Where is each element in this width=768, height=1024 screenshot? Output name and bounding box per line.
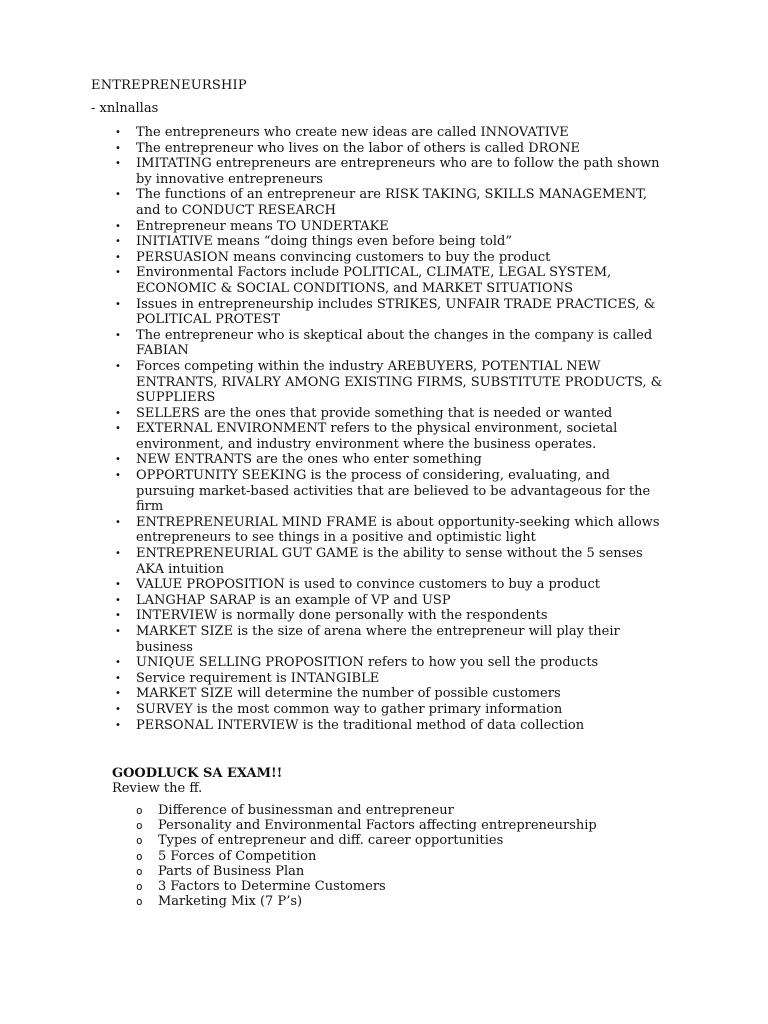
bullet-icon: • xyxy=(115,470,121,482)
bullet-icon: • xyxy=(115,298,121,310)
note-text: EXTERNAL ENVIRONMENT refers to the physical environment, societal environment, and industry environment where the business operates. xyxy=(136,421,618,452)
review-topic-text: Parts of Business Plan xyxy=(158,863,305,879)
bullet-icon: • xyxy=(115,189,121,201)
note-text: IMITATING entrepreneurs are entrepreneurs who are to follow the path shown by innovative entrepreneurs xyxy=(136,156,660,187)
review-topic-text: Marketing Mix (7 P’s) xyxy=(158,894,303,910)
note-text: The entrepreneur who lives on the labor of others is called DRONE xyxy=(136,140,580,156)
note-item xyxy=(112,359,672,406)
note-text: ENTREPRENEURIAL MIND FRAME is about opportunity-seeking which allows entrepreneurs to see things in a positive and optimistic light xyxy=(136,514,660,546)
review-topic-text: 5 Forces of Competition xyxy=(158,848,317,864)
note-text: Entrepreneur means TO UNDERTAKE xyxy=(136,218,389,234)
review-topic-item xyxy=(134,894,654,909)
bullet-icon: • xyxy=(115,594,121,606)
bullet-icon: • xyxy=(115,360,121,372)
note-item xyxy=(112,141,672,157)
note-item xyxy=(112,187,672,218)
review-topic-item xyxy=(134,803,654,818)
note-text: PERSONAL INTERVIEW is the traditional method of data collection xyxy=(136,717,585,733)
review-topics-list xyxy=(134,803,654,909)
note-text: ENTREPRENEURIAL GUT GAME is the ability to sense without the 5 senses AKA intuition xyxy=(136,546,643,577)
review-topic-item xyxy=(134,879,654,894)
note-item xyxy=(112,593,672,609)
review-topic-item xyxy=(134,833,654,848)
note-text: OPPORTUNITY SEEKING is the process of considering, evaluating, and pursuing market-based activities that are believed to be advantageous for the firm xyxy=(136,468,651,515)
document-author: - xnlnallas xyxy=(91,101,159,116)
bullet-icon: • xyxy=(115,516,121,528)
review-topic-item xyxy=(134,849,654,864)
note-item xyxy=(112,655,672,671)
note-text: Service requirement is INTANGIBLE xyxy=(136,670,380,686)
bullet-icon: • xyxy=(115,703,121,715)
note-text: Environmental Factors include POLITICAL, CLIMATE, LEGAL SYSTEM, ECONOMIC & SOCIAL CONDITIONS, and MARKET SITUATIONS xyxy=(136,265,612,296)
review-topic-item xyxy=(134,818,654,833)
note-item xyxy=(112,265,672,296)
notes-list xyxy=(112,125,672,733)
circle-bullet-icon: o xyxy=(136,834,143,848)
note-item xyxy=(112,297,672,328)
note-text: INTERVIEW is normally done personally with the respondents xyxy=(136,608,548,624)
bullet-icon: • xyxy=(115,329,121,341)
note-text: UNIQUE SELLING PROPOSITION refers to how you sell the products xyxy=(136,655,599,671)
circle-bullet-icon: o xyxy=(136,819,143,833)
note-text: LANGHAP SARAP is an example of VP and USP xyxy=(136,592,451,608)
bullet-icon: • xyxy=(115,672,121,684)
note-text: PERSUASION means convincing customers to buy the product xyxy=(136,249,551,265)
bullet-icon: • xyxy=(115,127,121,138)
note-item xyxy=(112,219,672,235)
bullet-icon: • xyxy=(115,719,121,731)
circle-bullet-icon: o xyxy=(136,880,143,894)
bullet-icon: • xyxy=(115,579,121,591)
note-text: The entrepreneurs who create new ideas are called INNOVATIVE xyxy=(136,125,569,140)
note-item xyxy=(112,250,672,266)
bullet-icon: • xyxy=(115,423,121,435)
bullet-icon: • xyxy=(115,626,121,637)
note-text: MARKET SIZE is the size of arena where the entrepreneur will play their business xyxy=(136,624,620,655)
document-title: ENTREPRENEURSHIP xyxy=(91,78,247,93)
circle-bullet-icon: o xyxy=(136,849,143,863)
note-item xyxy=(112,125,672,141)
note-item xyxy=(112,608,672,624)
note-text: VALUE PROPOSITION is used to convince customers to buy a product xyxy=(136,577,601,593)
note-text: INITIATIVE means “doing things even before being told” xyxy=(136,234,513,250)
bullet-icon: • xyxy=(115,220,121,232)
bullet-icon: • xyxy=(115,407,121,419)
note-text: NEW ENTRANTS are the ones who enter something xyxy=(136,452,482,468)
circle-bullet-icon: o xyxy=(136,864,143,878)
note-item xyxy=(112,577,672,593)
note-item xyxy=(112,234,672,250)
bullet-icon: • xyxy=(115,158,121,170)
goodluck-heading: GOODLUCK SA EXAM!! xyxy=(112,766,283,781)
bullet-icon: • xyxy=(115,610,121,622)
review-topic-text: Difference of businessman and entrepreneur xyxy=(158,803,454,818)
note-text: The entrepreneur who is skeptical about the changes in the company is called FABIAN xyxy=(136,327,653,359)
bullet-icon: • xyxy=(115,236,121,248)
review-label: Review the ff. xyxy=(112,781,203,796)
bullet-icon: • xyxy=(115,688,121,700)
review-topic-text: Types of entrepreneur and diff. career opportunities xyxy=(158,833,504,849)
note-item xyxy=(112,452,672,468)
circle-bullet-icon: o xyxy=(136,804,143,817)
note-text: The functions of an entrepreneur are RISK TAKING, SKILLS MANAGEMENT, and to CONDUCT RESEARCH xyxy=(136,187,648,218)
note-item xyxy=(112,671,672,687)
note-text: MARKET SIZE will determine the number of possible customers xyxy=(136,686,561,702)
bullet-icon: • xyxy=(115,267,121,279)
note-item xyxy=(112,546,672,577)
review-topic-text: Personality and Environmental Factors affecting entrepreneurship xyxy=(158,818,597,834)
note-item xyxy=(112,406,672,422)
review-topic-text: 3 Factors to Determine Customers xyxy=(158,879,386,895)
review-topic-item xyxy=(134,864,654,879)
note-item xyxy=(112,328,672,359)
bullet-icon: • xyxy=(115,657,121,669)
note-item xyxy=(112,515,672,546)
circle-bullet-icon: o xyxy=(136,895,143,909)
note-text: SURVEY is the most common way to gather primary information xyxy=(136,701,563,717)
bullet-icon: • xyxy=(115,251,121,263)
bullet-icon: • xyxy=(115,548,121,560)
note-item xyxy=(112,421,672,452)
note-item xyxy=(112,624,672,655)
note-item xyxy=(112,686,672,702)
note-text: Issues in entrepreneurship includes STRIKES, UNFAIR TRADE PRACTICES, & POLITICAL PROTEST xyxy=(136,296,656,328)
note-text: Forces competing within the industry AREBUYERS, POTENTIAL NEW ENTRANTS, RIVALRY AMONG EXISTING FIRMS, SUBSTITUTE PRODUCTS, & SUPPLIERS xyxy=(136,358,663,406)
note-item xyxy=(112,702,672,718)
bullet-icon: • xyxy=(115,142,121,154)
bullet-icon: • xyxy=(115,454,121,466)
note-item xyxy=(112,718,672,734)
note-item xyxy=(112,468,672,515)
note-item xyxy=(112,156,672,187)
note-text: SELLERS are the ones that provide something that is needed or wanted xyxy=(136,405,613,421)
